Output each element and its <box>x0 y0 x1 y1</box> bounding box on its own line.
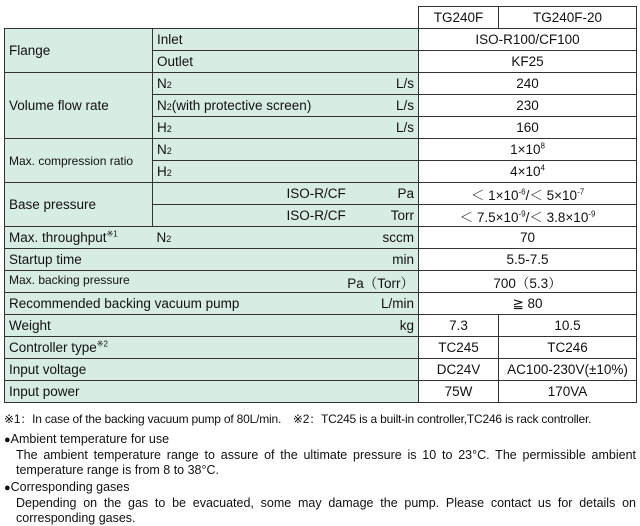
value-exponent: -7 <box>577 187 585 196</box>
throughput-unit: sccm <box>283 227 419 249</box>
throughput-label: Max. throughput <box>9 230 107 245</box>
flow-value: 230 <box>419 95 637 117</box>
separator: / <box>525 209 530 225</box>
gas-symbol: N <box>157 76 167 91</box>
gas-symbol: H <box>157 164 167 179</box>
compression-gas-cell <box>153 161 419 183</box>
base-pressure-value <box>419 183 637 205</box>
backing-pressure-value: 700（5.3） <box>419 271 637 293</box>
startup-label: Startup time <box>9 252 82 267</box>
weight-unit: kg <box>399 318 415 333</box>
base-pressure-label: Base pressure <box>5 183 153 227</box>
weight-value-tg240f-20: 10.5 <box>499 315 637 337</box>
controller-row <box>5 337 637 359</box>
flow-value: 240 <box>419 73 637 95</box>
value-exponent: -9 <box>518 209 526 218</box>
gas-subscript: 2 <box>166 124 172 134</box>
flow-value: 160 <box>419 117 637 139</box>
value-exponent: -6 <box>518 187 526 196</box>
startup-unit: min <box>392 252 415 267</box>
pressure-unit: Pa <box>397 186 415 201</box>
gas-symbol: H <box>157 120 167 135</box>
flow-gas-cell <box>153 73 419 95</box>
gas-subscript: 2 <box>166 80 172 90</box>
ambient-body: The ambient temperature range to assure of the ultimate pressure is 10 to 23°C. The permissible ambient temperature range is from 8 to 38°C. <box>16 448 636 477</box>
flow-unit: L/s <box>396 76 415 91</box>
base-pressure-row-pa <box>5 183 637 205</box>
col-header-tg240f-20: TG240F-20 <box>499 7 637 29</box>
less-than: ＜ <box>529 187 543 203</box>
backing-pump-unit: L/min <box>381 296 415 311</box>
flange-inlet-row <box>5 29 637 51</box>
gas-symbol: N <box>156 230 167 245</box>
spec-table <box>4 6 637 403</box>
gas-subscript: 2 <box>166 168 172 178</box>
footnote-marker: ※1 <box>106 229 118 239</box>
footnote-marker: ※2 <box>96 339 108 349</box>
voltage-value-tg240f-20: AC100-230V(±10%) <box>499 359 637 381</box>
inlet-label: Inlet <box>153 29 419 51</box>
power-value-tg240f: 75W <box>419 381 499 403</box>
gas-subscript: 2 <box>166 102 172 112</box>
flow-unit: L/s <box>396 120 415 135</box>
gas-suffix: (with protective screen) <box>171 98 312 113</box>
less-than: ＜ <box>529 209 543 225</box>
controller-label: Controller type <box>9 340 97 355</box>
inlet-value: ISO-R100/CF100 <box>419 29 637 51</box>
gas-symbol: N <box>157 98 167 113</box>
less-than: ＜ <box>459 209 474 225</box>
weight-value-tg240f: 7.3 <box>419 315 499 337</box>
backing-pressure-unit: Pa（Torr） <box>347 275 415 291</box>
ambient-section <box>4 432 636 478</box>
voltage-row <box>5 359 637 381</box>
value-exponent: 4 <box>540 163 545 173</box>
power-label: Input power <box>5 381 419 403</box>
outlet-label: Outlet <box>153 51 419 73</box>
backing-pump-label-cell <box>5 293 419 315</box>
voltage-label: Input voltage <box>5 359 419 381</box>
power-row <box>5 381 637 403</box>
startup-label-cell <box>5 249 419 271</box>
header-row <box>5 7 637 29</box>
outlet-value: KF25 <box>419 51 637 73</box>
voltage-value-tg240f: DC24V <box>419 359 499 381</box>
weight-label: Weight <box>9 318 51 333</box>
value-exponent: 8 <box>540 141 545 151</box>
col-header-tg240f: TG240F <box>419 7 499 29</box>
throughput-gas <box>153 227 283 249</box>
controller-label-cell <box>5 337 419 359</box>
startup-value: 5.5-7.5 <box>419 249 637 271</box>
gas-subscript: 2 <box>166 234 172 244</box>
gas-subscript: 2 <box>166 146 172 156</box>
separator: / <box>525 187 530 203</box>
flange-type: ISO-R/CF <box>286 208 346 223</box>
gas-symbol: N <box>157 142 167 157</box>
value-exponent: -9 <box>588 209 596 218</box>
compression-value <box>419 139 637 161</box>
pressure-unit: Torr <box>390 208 415 223</box>
controller-value-tg240f-20: TC246 <box>499 337 637 359</box>
base-pressure-value <box>419 205 637 227</box>
gases-heading: ● Corresponding gases <box>4 480 636 496</box>
value-base: 1×10 <box>510 142 541 157</box>
controller-value-tg240f: TC245 <box>419 337 499 359</box>
throughput-row <box>5 227 637 249</box>
weight-label-cell <box>5 315 419 337</box>
startup-row <box>5 249 637 271</box>
compression-value <box>419 161 637 183</box>
flange-label: Flange <box>5 29 153 73</box>
backing-pressure-row <box>5 271 637 293</box>
value-base: 5×10 <box>546 187 578 203</box>
backing-pump-label: Recommended backing vacuum pump <box>9 296 240 311</box>
compression-gas-cell <box>153 139 419 161</box>
power-value-tg240f-20: 170VA <box>499 381 637 403</box>
weight-row <box>5 315 637 337</box>
base-pressure-cond <box>283 205 419 227</box>
gases-section <box>4 480 636 526</box>
backing-pressure-label-cell <box>5 271 419 293</box>
compression-row-n2 <box>5 139 637 161</box>
value-base: 7.5×10 <box>476 209 519 225</box>
backing-pressure-label: Max. backing pressure <box>9 272 130 287</box>
volume-flow-label: Volume flow rate <box>5 73 153 139</box>
flow-unit: L/s <box>396 98 415 113</box>
less-than: ＜ <box>470 187 485 203</box>
value-base: 1×10 <box>488 187 519 203</box>
backing-pump-value: ≧ 80 <box>419 293 637 315</box>
throughput-value: 70 <box>419 227 637 249</box>
footnotes: ※1：In case of the backing vacuum pump of 80L/min. ※2：TC245 is a built-in controller,TC246 is rack controller. <box>4 412 592 426</box>
gases-body: Depending on the gas to be evacuated, some may damage the pump. Please contact us for details on corresponding gases. <box>16 496 636 525</box>
compression-label: Max. compression ratio <box>5 139 153 183</box>
base-pressure-cond <box>283 183 419 205</box>
flow-gas-cell <box>153 95 419 117</box>
flow-row-n2 <box>5 73 637 95</box>
flow-gas-cell <box>153 117 419 139</box>
ambient-heading: ● Ambient temperature for use <box>4 432 636 448</box>
throughput-label-cell <box>5 227 153 249</box>
value-base: 4×10 <box>510 164 541 179</box>
backing-pump-row <box>5 293 637 315</box>
flange-type: ISO-R/CF <box>286 186 346 201</box>
value-base: 3.8×10 <box>546 209 589 225</box>
